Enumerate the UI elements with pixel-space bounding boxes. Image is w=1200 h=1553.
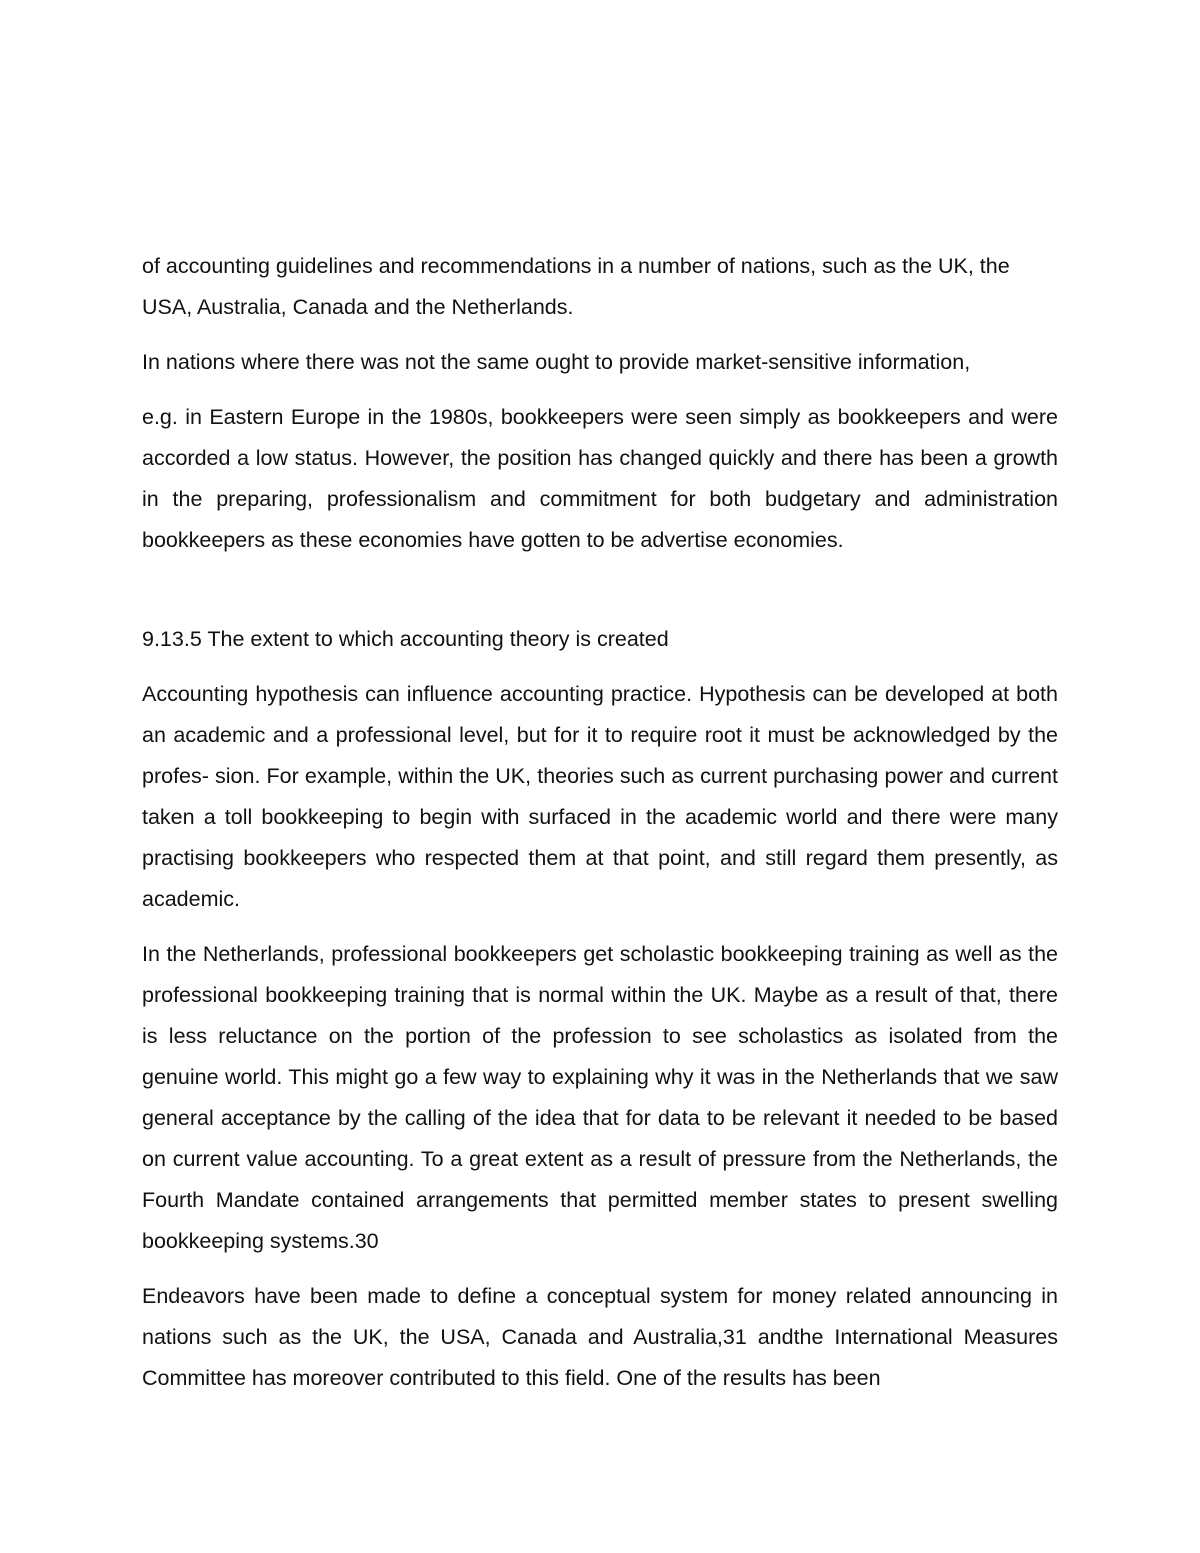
paragraph-accounting-guidelines: of accounting guidelines and recommendations in a number of nations, such as the UK, the USA, Australia, Canada and the Netherlands. [142,254,1010,319]
paragraph-eastern-europe: e.g. in Eastern Europe in the 1980s, bookkeepers were seen simply as bookkeepers and were accorded a low status. However, the position has changed quickly and there has been a growth in the preparing, professionalism and commitment for both budgetary and administration bookkeepers as these economies have gotten to be advertise economies. [142,405,1058,552]
paragraph-conceptual-system: Endeavors have been made to define a conceptual system for money related announcing in nations such as the UK, the USA, Canada and Australia,31 andthe International Measures Committee has moreover contributed to this field. One of the results has been [142,1284,1058,1390]
paragraph-netherlands: In the Netherlands, professional bookkeepers get scholastic bookkeeping training as well as the professional bookkeeping training that is normal within the UK. Maybe as a result of that, there is less reluctance on the portion of the profession to see scholastics as isolated from the genuine world. This might go a few way to explaining why it was in the Netherlands that we saw general acceptance by the calling of the idea that for data to be relevant it needed to be based on current value accounting. To a great extent as a result of pressure from the Netherlands, the Fourth Mandate contained arrangements that permitted member states to present swelling bookkeeping systems.30 [142,942,1058,1253]
section-heading: 9.13.5 The extent to which accounting theory is created [142,627,669,651]
paragraph-market-sensitive: In nations where there was not the same ought to provide market-sensitive information, [142,350,971,374]
paragraph-accounting-hypothesis: Accounting hypothesis can influence accounting practice. Hypothesis can be developed at both an academic and a professional level, but for it to require root it must be acknowledged by the profes- sion. For example, within the UK, theories such as current purchasing power and current taken a toll bookkeeping to begin with surfaced in the academic world and there were many practising bookkeepers who respected them at that point, and still regard them presently, as academic. [142,682,1058,911]
document-body [142,246,1058,1399]
